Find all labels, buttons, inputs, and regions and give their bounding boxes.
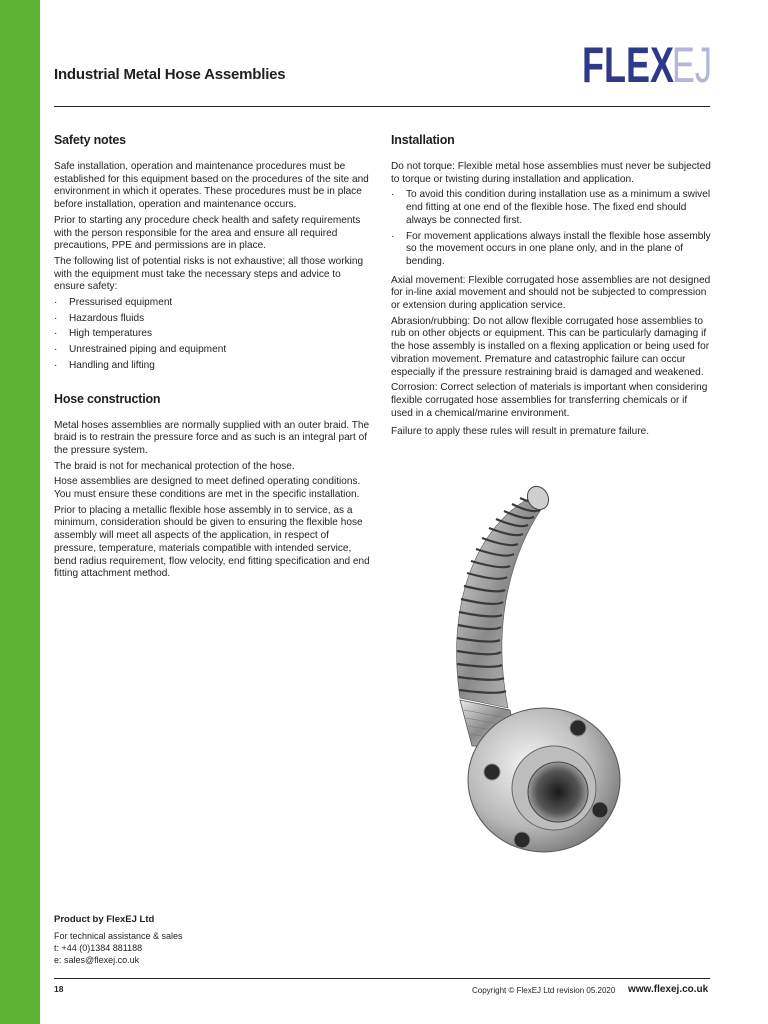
footer-contact bbox=[54, 914, 183, 966]
installation-heading: Installation bbox=[391, 133, 455, 147]
accent-side-bar bbox=[0, 0, 40, 1024]
footer-assist: For technical assistance & sales bbox=[54, 931, 183, 941]
bullet-mark: · bbox=[54, 344, 58, 356]
hose-paragraph-3: Hose assemblies are designed to meet defined operating conditions. You must ensure these conditions are met in the specific installation. bbox=[54, 476, 361, 501]
safety-paragraph-3: The following list of potential risks is not exhaustive; all those working with the equipment must take the necessary steps and advice to ensure safety: bbox=[54, 255, 364, 293]
hose-construction-heading: Hose construction bbox=[54, 391, 161, 406]
risk-list bbox=[54, 297, 372, 373]
website-link[interactable]: www.flexej.co.uk bbox=[628, 984, 709, 995]
footer-email[interactable]: e: sales@flexej.co.uk bbox=[54, 955, 140, 965]
installation-paragraph-failure: Failure to apply these rules will result in premature failure. bbox=[391, 426, 650, 438]
page-title: Industrial Metal Hose Assemblies bbox=[54, 66, 286, 83]
installation-paragraph-1: Do not torque: Flexible metal hose assemblies must never be subjected to torque or twisting during installation and application. bbox=[391, 161, 711, 185]
risk-list-item: · Handling and lifting bbox=[54, 359, 155, 371]
safety-heading: Safety notes bbox=[54, 133, 126, 147]
risk-list-item: · Hazardous fluids bbox=[54, 312, 145, 324]
installation-list-item: · For movement applications always install the flexible hose assembly so the movement occurs in one plane only, and in the plane of bending. bbox=[391, 230, 711, 267]
risk-list-item: · Unrestrained piping and equipment bbox=[54, 344, 227, 356]
risk-list-item: · High temperatures bbox=[54, 328, 153, 340]
bullet-mark: · bbox=[54, 312, 58, 324]
installation-list bbox=[391, 189, 711, 268]
footer-company: Product by FlexEJ Ltd bbox=[54, 914, 155, 925]
safety-paragraph-1: Safe installation, operation and maintenance procedures must be established for this equipment based on the procedures of the site and environment in which it operates. These procedures must be in place before installation, operation and maintenance occurs. bbox=[54, 161, 369, 211]
bullet-mark: · bbox=[54, 359, 58, 371]
left-column bbox=[54, 132, 372, 584]
installation-list-item: · To avoid this condition during installation use as a minimum a swivel end fitting at one end of the flexible hose. The fixed end should always be connected first. bbox=[391, 189, 711, 226]
risk-list-item: · Pressurised equipment bbox=[54, 297, 173, 309]
installation-paragraph-abrasion: Abrasion/rubbing: Do not allow flexible corrugated hose assemblies to rub on other objects or equipment. This can be particularly damaging if the hose assembly is installed on a flexing application or being used for vibration movement. Premature and catastrophic failure can occur especially if the pressure restraining braid is damaged and weakened. bbox=[391, 315, 710, 378]
footer-divider bbox=[54, 978, 710, 979]
flange-bore bbox=[528, 762, 588, 822]
flexej-logo bbox=[582, 36, 712, 94]
installation-paragraph-corrosion: Corrosion: Correct selection of materials is important when considering flexible corrugated hose assemblies for transferring chemicals or if used in a chemical/marine environment. bbox=[391, 382, 708, 419]
hose-paragraph-2: The braid is not for mechanical protection of the hose. bbox=[54, 460, 295, 472]
safety-paragraph-2: Prior to starting any procedure check health and safety requirements with the person responsible for the area and ensure all required precautions, PPE and permissions are in place. bbox=[54, 214, 361, 252]
bullet-mark: · bbox=[391, 189, 395, 201]
header-divider bbox=[54, 106, 710, 107]
footer-phone: t: +44 (0)1384 881188 bbox=[54, 943, 143, 953]
right-column bbox=[391, 132, 711, 442]
hose-paragraph-4: Prior to placing a metallic flexible hose assembly in to service, as a minimum, consideration should be given to ensuring the flexible hose assembly will meet all aspects of the application, in respect of pressure, temperature, materials compatible with intended service, bend radius requirement, flow velocity, end fitting specification and end fitting attachment method. bbox=[54, 504, 370, 580]
logo-text-main: FLEX bbox=[582, 37, 674, 93]
installation-paragraph-axial: Axial movement: Flexible corrugated hose assemblies are not designed for in-line axial movement and should not be subjected to compression or extension during application service. bbox=[391, 274, 711, 312]
copyright-notice: Copyright © FlexEJ Ltd revision 05.2020 bbox=[472, 986, 616, 995]
bullet-mark: · bbox=[54, 328, 58, 340]
logo-text-accent: EJ bbox=[672, 37, 712, 93]
bullet-mark: · bbox=[391, 230, 395, 242]
metal-hose-photo bbox=[420, 478, 635, 868]
hose-paragraph-1: Metal hoses assemblies are normally supplied with an outer braid. The braid is to restrain the pressure force and as such is an integral part of the pressure system. bbox=[54, 419, 370, 456]
bullet-mark: · bbox=[54, 297, 58, 309]
page-number: 18 bbox=[54, 984, 64, 994]
